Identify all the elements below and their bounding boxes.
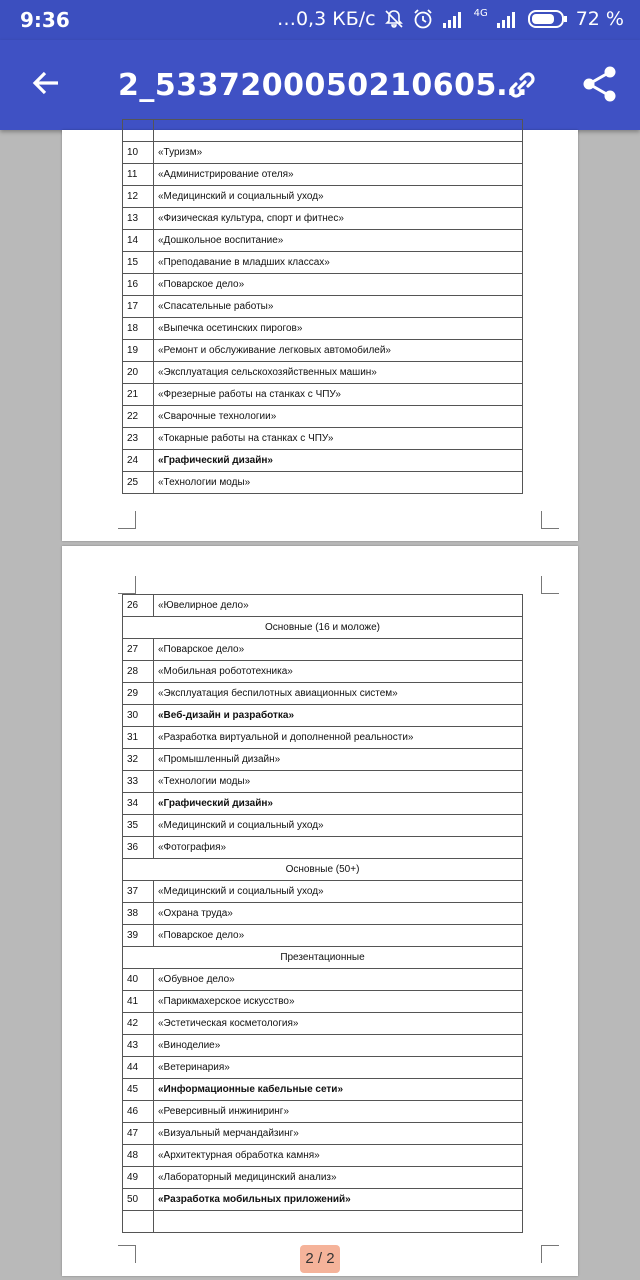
- document-page-1[interactable]: [62, 130, 578, 541]
- status-icons: [277, 8, 624, 30]
- row-number: 27: [123, 639, 154, 661]
- table-row: [123, 925, 523, 947]
- row-number: 15: [123, 252, 154, 274]
- table-row: [123, 318, 523, 340]
- row-number: 18: [123, 318, 154, 340]
- competency-name: «Медицинский и социальный уход»: [154, 186, 523, 208]
- document-page-2[interactable]: [62, 546, 578, 1276]
- table-row: [123, 793, 523, 815]
- row-number: 21: [123, 384, 154, 406]
- table-row: [123, 164, 523, 186]
- competency-name: «Поварское дело»: [154, 274, 523, 296]
- table-row: [123, 749, 523, 771]
- competency-name: «Фотография»: [154, 837, 523, 859]
- table-row: [123, 595, 523, 617]
- row-number: 36: [123, 837, 154, 859]
- row-number: 14: [123, 230, 154, 252]
- row-number: 10: [123, 142, 154, 164]
- competency-name: «Сварочные технологии»: [154, 406, 523, 428]
- competency-name: «Технологии моды»: [154, 472, 523, 494]
- row-number: 35: [123, 815, 154, 837]
- row-number: 49: [123, 1167, 154, 1189]
- row-number: 34: [123, 793, 154, 815]
- mute-icon: [384, 9, 404, 29]
- table-row: [123, 991, 523, 1013]
- status-time: 9:36: [20, 8, 70, 32]
- row-number: 33: [123, 771, 154, 793]
- section-header-row: [123, 617, 523, 639]
- row-number: 23: [123, 428, 154, 450]
- competency-name: «Эксплуатация сельскохозяйственных машин»: [154, 362, 523, 384]
- table-row: [123, 1013, 523, 1035]
- section-header-row: [123, 947, 523, 969]
- table-row: [123, 186, 523, 208]
- table-row: [123, 296, 523, 318]
- competency-name: [154, 1211, 523, 1233]
- competency-name: «Архитектурная обработка камня»: [154, 1145, 523, 1167]
- row-number: 13: [123, 208, 154, 230]
- table-row: [123, 208, 523, 230]
- row-number: 50: [123, 1189, 154, 1211]
- status-bar: [0, 0, 640, 40]
- table-row: [123, 1057, 523, 1079]
- table-row: [123, 384, 523, 406]
- table-row: [123, 727, 523, 749]
- network-type: 4G: [473, 7, 488, 19]
- table-row: [123, 1211, 523, 1233]
- row-number: [123, 120, 154, 142]
- share-icon[interactable]: [580, 64, 620, 104]
- table-row: [123, 1189, 523, 1211]
- table-row: [123, 450, 523, 472]
- row-number: 37: [123, 881, 154, 903]
- signal-icon: [442, 10, 466, 28]
- table-row: [123, 340, 523, 362]
- row-number: 17: [123, 296, 154, 318]
- crop-mark: [118, 1245, 136, 1263]
- competency-table-page-1: [122, 119, 523, 494]
- table-row: [123, 969, 523, 991]
- competency-name: «Поварское дело»: [154, 925, 523, 947]
- table-row: [123, 1167, 523, 1189]
- row-number: 43: [123, 1035, 154, 1057]
- table-row: [123, 1035, 523, 1057]
- row-number: 31: [123, 727, 154, 749]
- table-row: [123, 1101, 523, 1123]
- competency-name: «Парикмахерское искусство»: [154, 991, 523, 1013]
- row-number: 39: [123, 925, 154, 947]
- competency-table-page-2: [122, 594, 523, 1233]
- page-indicator: 2 / 2: [300, 1245, 340, 1273]
- row-number: 29: [123, 683, 154, 705]
- table-row: [123, 705, 523, 727]
- table-row: [123, 252, 523, 274]
- competency-name: «Эксплуатация беспилотных авиационных систем»: [154, 683, 523, 705]
- section-header-row: [123, 859, 523, 881]
- competency-name: «Ремонт и обслуживание легковых автомобилей»: [154, 340, 523, 362]
- competency-name: «Выпечка осетинских пирогов»: [154, 318, 523, 340]
- competency-name: «Визуальный мерчандайзинг»: [154, 1123, 523, 1145]
- competency-name: «Спасательные работы»: [154, 296, 523, 318]
- competency-name: «Физическая культура, спорт и фитнес»: [154, 208, 523, 230]
- competency-name: «Медицинский и социальный уход»: [154, 881, 523, 903]
- row-number: 12: [123, 186, 154, 208]
- competency-name: «Лабораторный медицинский анализ»: [154, 1167, 523, 1189]
- row-number: 25: [123, 472, 154, 494]
- row-number: 22: [123, 406, 154, 428]
- table-row: [123, 120, 523, 142]
- competency-name: «Туризм»: [154, 142, 523, 164]
- section-title: Презентационные: [123, 947, 523, 969]
- table-row: [123, 1123, 523, 1145]
- battery-percent: 72 %: [575, 8, 624, 30]
- row-number: 44: [123, 1057, 154, 1079]
- competency-name: «Мобильная робототехника»: [154, 661, 523, 683]
- competency-name: «Дошкольное воспитание»: [154, 230, 523, 252]
- competency-name: «Информационные кабельные сети»: [154, 1079, 523, 1101]
- table-row: [123, 142, 523, 164]
- crop-mark: [118, 511, 136, 529]
- row-number: [123, 1211, 154, 1233]
- competency-name: «Поварское дело»: [154, 639, 523, 661]
- competency-name: «Обувное дело»: [154, 969, 523, 991]
- table-row: [123, 428, 523, 450]
- row-number: 11: [123, 164, 154, 186]
- competency-name: «Ветеринария»: [154, 1057, 523, 1079]
- section-title: Основные (50+): [123, 859, 523, 881]
- competency-name: [154, 120, 523, 142]
- competency-name: «Ювелирное дело»: [154, 595, 523, 617]
- table-row: [123, 362, 523, 384]
- row-number: 38: [123, 903, 154, 925]
- table-row: [123, 815, 523, 837]
- alarm-icon: [412, 8, 434, 30]
- link-icon[interactable]: [502, 65, 542, 105]
- row-number: 47: [123, 1123, 154, 1145]
- arrow-left-icon[interactable]: [28, 65, 64, 101]
- row-number: 26: [123, 595, 154, 617]
- table-row: [123, 881, 523, 903]
- competency-name: «Технологии моды»: [154, 771, 523, 793]
- competency-name: «Администрирование отеля»: [154, 164, 523, 186]
- competency-name: «Токарные работы на станках с ЧПУ»: [154, 428, 523, 450]
- competency-name: «Графический дизайн»: [154, 450, 523, 472]
- battery-icon: [528, 9, 568, 29]
- row-number: 28: [123, 661, 154, 683]
- row-number: 30: [123, 705, 154, 727]
- table-row: [123, 771, 523, 793]
- competency-name: «Реверсивный инжиниринг»: [154, 1101, 523, 1123]
- competency-name: «Охрана труда»: [154, 903, 523, 925]
- competency-name: «Виноделие»: [154, 1035, 523, 1057]
- table-row: [123, 406, 523, 428]
- competency-name: «Графический дизайн»: [154, 793, 523, 815]
- table-row: [123, 472, 523, 494]
- row-number: 32: [123, 749, 154, 771]
- crop-mark: [541, 511, 559, 529]
- row-number: 41: [123, 991, 154, 1013]
- crop-mark: [541, 1245, 559, 1263]
- document-title: 2_5337200050210605…: [118, 68, 528, 103]
- row-number: 46: [123, 1101, 154, 1123]
- table-row: [123, 903, 523, 925]
- table-row: [123, 683, 523, 705]
- competency-name: «Эстетическая косметология»: [154, 1013, 523, 1035]
- row-number: 40: [123, 969, 154, 991]
- competency-name: «Промышленный дизайн»: [154, 749, 523, 771]
- competency-name: «Фрезерные работы на станках с ЧПУ»: [154, 384, 523, 406]
- row-number: 42: [123, 1013, 154, 1035]
- row-number: 24: [123, 450, 154, 472]
- row-number: 45: [123, 1079, 154, 1101]
- row-number: 16: [123, 274, 154, 296]
- table-row: [123, 639, 523, 661]
- crop-mark: [541, 576, 559, 594]
- table-row: [123, 230, 523, 252]
- table-row: [123, 1145, 523, 1167]
- row-number: 20: [123, 362, 154, 384]
- table-row: [123, 274, 523, 296]
- competency-name: «Веб-дизайн и разработка»: [154, 705, 523, 727]
- table-row: [123, 661, 523, 683]
- competency-name: «Преподавание в младших классах»: [154, 252, 523, 274]
- row-number: 19: [123, 340, 154, 362]
- table-row: [123, 1079, 523, 1101]
- network-speed: …0,3 КБ/с: [276, 8, 376, 30]
- crop-mark: [118, 576, 136, 594]
- competency-name: «Медицинский и социальный уход»: [154, 815, 523, 837]
- competency-name: «Разработка мобильных приложений»: [154, 1189, 523, 1211]
- competency-name: «Разработка виртуальной и дополненной реальности»: [154, 727, 523, 749]
- row-number: 48: [123, 1145, 154, 1167]
- app-bar: [0, 40, 640, 130]
- signal-icon-2: [496, 10, 520, 28]
- table-row: [123, 837, 523, 859]
- section-title: Основные (16 и моложе): [123, 617, 523, 639]
